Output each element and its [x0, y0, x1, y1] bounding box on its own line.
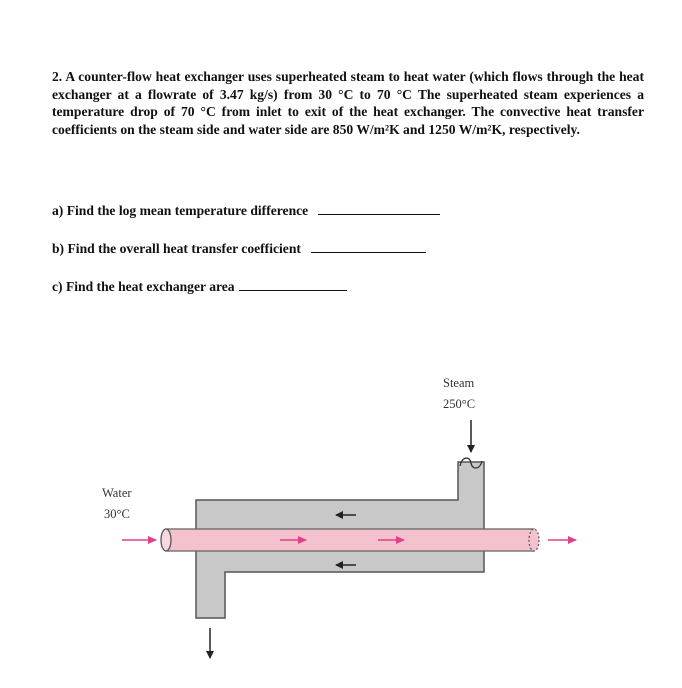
- question-c-text: c) Find the heat exchanger area: [52, 279, 235, 294]
- problem-statement: 2. A counter-flow heat exchanger uses superheated steam to heat water (which flows through the heat exchanger at a flowrate of 3.47 kg/s) from 30 °C to 70 °C The superheated steam experiences a temperature drop of 70 °C from inlet to exit of the heat exchanger. The convective heat transfer coefficients on the steam side and water side are 850 W/m²K and 1250 W/m²K, respectively.: [52, 69, 644, 137]
- tube-inlet-end: [161, 529, 171, 551]
- steam-temp-label: 250°C: [443, 397, 476, 411]
- steam-label: Steam: [443, 376, 475, 390]
- water-temp-label: 30°C: [104, 507, 130, 521]
- water-label: Water: [102, 486, 132, 500]
- question-a-text: a) Find the log mean temperature difference: [52, 203, 309, 218]
- water-tube: [166, 529, 534, 551]
- question-b-text: b) Find the overall heat transfer coefficient: [52, 241, 301, 256]
- tube-outlet-end: [529, 529, 539, 551]
